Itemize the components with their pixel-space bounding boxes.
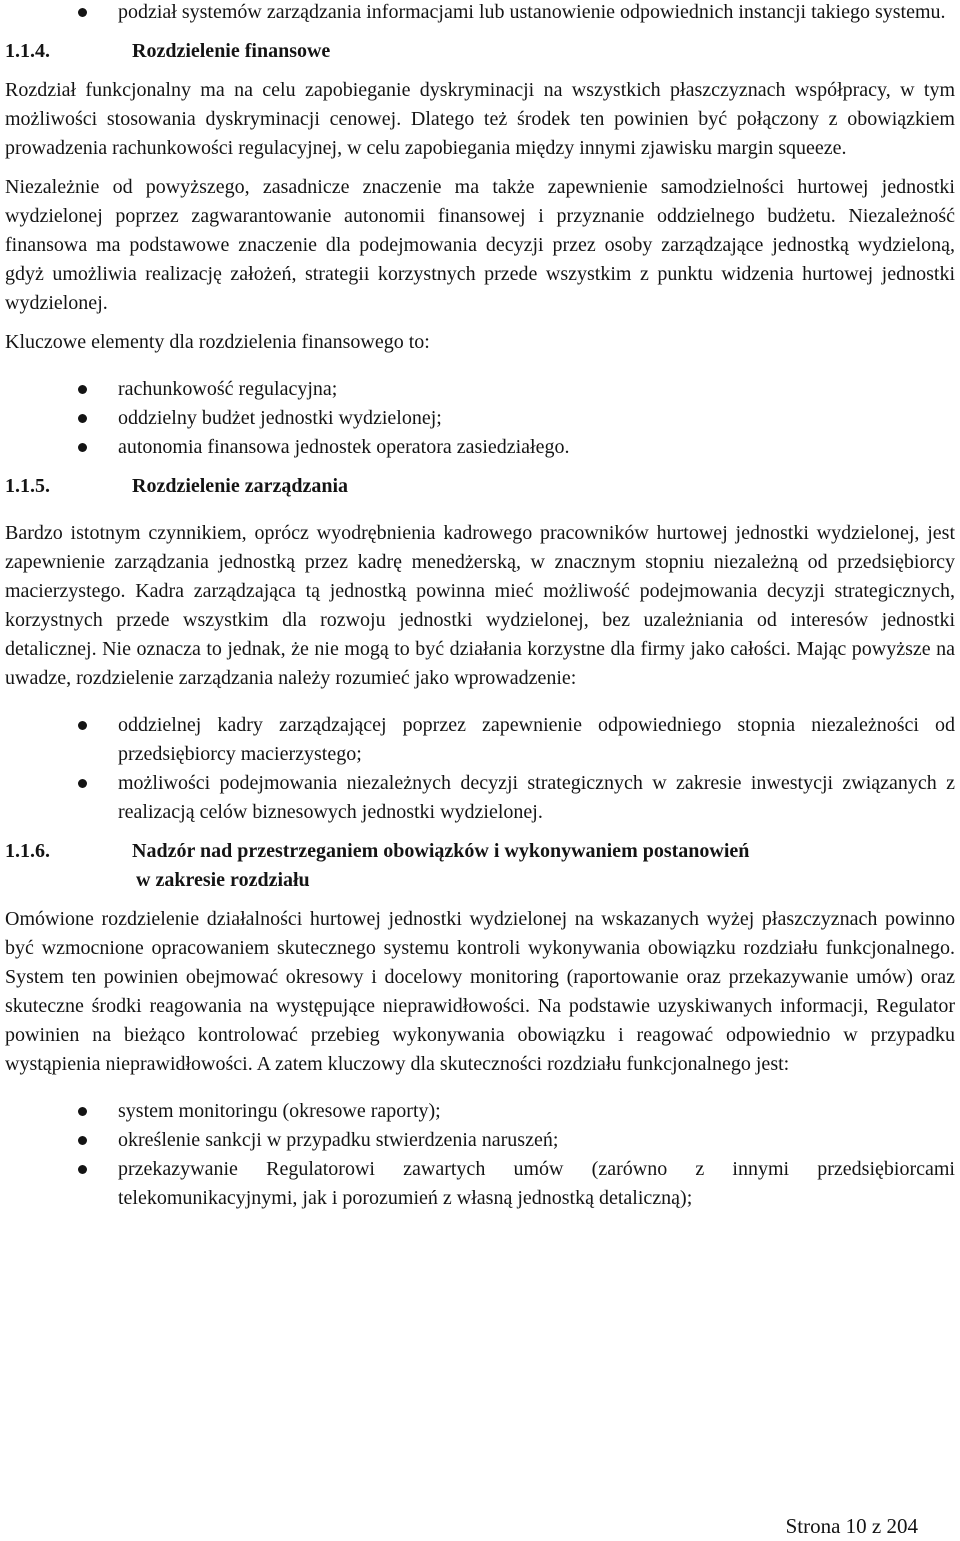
list-item: system monitoringu (okresowe raporty);: [5, 1097, 955, 1126]
list-item: określenie sankcji w przypadku stwierdzenia naruszeń;: [5, 1126, 955, 1155]
list-item: możliwości podejmowania niezależnych decyzji strategicznych w zakresie inwestycji związanych z realizacją celów biznesowych jednostki wydzielonej.: [5, 769, 955, 827]
section-title: Nadzór nad przestrzeganiem obowiązków i wykonywaniem postanowień: [132, 840, 750, 862]
paragraph: Niezależnie od powyższego, zasadnicze znaczenie ma także zapewnienie samodzielności hurtowej jednostki wydzielonej poprzez zagwarantowanie autonomii finansowej i przyznanie oddzielnego budżetu. Niezależność finansowa ma podstawowe znaczenie dla podejmowania decyzji przez osoby zarządzające jednostką wydzieloną, gdyż umożliwia realizację założeń, strategii korzystnych przede wszystkim z punktu widzenia hurtowej jednostki wydzielonej.: [5, 176, 955, 314]
bullet-list: [5, 1097, 955, 1213]
list-item: oddzielnej kadry zarządzającej poprzez zapewnienie odpowiedniego stopnia niezależności od przedsiębiorcy macierzystego;: [5, 711, 955, 769]
bullet-icon: [78, 1136, 87, 1145]
bullet-icon: [78, 414, 87, 423]
bullet-icon: [78, 443, 87, 452]
section-heading-1-1-4: [5, 37, 955, 66]
section-number: 1.1.5.: [5, 475, 50, 497]
bullet-icon: [78, 721, 87, 730]
paragraph: Kluczowe elementy dla rozdzielenia finansowego to:: [5, 331, 430, 353]
list-item: podział systemów zarządzania informacjami lub ustanowienie odpowiednich instancji takiego systemu.: [5, 0, 955, 27]
list-item: oddzielny budżet jednostki wydzielonej;: [5, 404, 955, 433]
paragraph: Rozdział funkcjonalny ma na celu zapobieganie dyskryminacji na wszystkich płaszczyznach współpracy, w tym możliwości stosowania dyskryminacji cenowej. Dlatego też środek ten powinien być połączony z obowiązkiem prowadzenia rachunkowości regulacyjnej, w celu zapobiegania między innymi zjawisku margin squeeze.: [5, 79, 955, 159]
section-heading-1-1-6: [5, 837, 955, 895]
bullet-icon: [78, 385, 87, 394]
top-bullet-list: [5, 0, 955, 27]
section-heading-1-1-5: [5, 472, 955, 501]
list-item: autonomia finansowa jednostek operatora zasiedziałego.: [5, 433, 955, 462]
page-number-footer: Strona 10 z 204: [785, 1514, 918, 1538]
section-number: 1.1.4.: [5, 40, 50, 62]
bullet-icon: [78, 8, 87, 17]
paragraph: Omówione rozdzielenie działalności hurtowej jednostki wydzielonej na wskazanych wyżej płaszczyznach powinno być wzmocnione opracowaniem skutecznego systemu kontroli wykonywania obowiązku rozdziału funkcjonalnego. System ten powinien obejmować okresowy i docelowy monitoring (raportowanie oraz przekazywanie umów) oraz skuteczne środki reagowania na występujące nieprawidłowości. Na podstawie uzyskiwanych informacji, Regulator powinien na bieżąco kontrolować przebieg wykonywania obowiązku i reagować odpowiednio w przypadku wystąpienia nieprawidłowości. A zatem kluczowy dla skuteczności rozdziału funkcjonalnego jest:: [5, 908, 955, 1075]
section-title-continued: w zakresie rozdziału: [136, 869, 310, 891]
list-item: przekazywanie Regulatorowi zawartych umów (zarówno z innymi przedsiębiorcami telekomunikacyjnymi, jak i porozumień z własną jednostką detaliczną);: [5, 1155, 955, 1213]
section-title: Rozdzielenie finansowe: [132, 40, 331, 62]
paragraph: Bardzo istotnym czynnikiem, oprócz wyodrębnienia kadrowego pracowników hurtowej jednostki wydzielonej, jest zapewnienie zarządzania jednostką przez kadrę menedżerską, w znacznym stopniu niezależną od przedsiębiorcy macierzystego. Kadra zarządzająca tą jednostką powinna mieć możliwość podejmowania decyzji strategicznych, korzystnych przede wszystkim dla rozwoju jednostki wydzielonej, bez uzależniania od interesów jednostki detalicznej. Nie oznacza to jednak, że nie mogą to być działania korzystne dla firmy jako całości. Mając powyższe na uwadze, rozdzielenie zarządzania należy rozumieć jako wprowadzenie:: [5, 522, 955, 689]
section-number: 1.1.6.: [5, 840, 50, 862]
bullet-list: [5, 375, 955, 462]
bullet-list: [5, 711, 955, 827]
list-item: rachunkowość regulacyjna;: [5, 375, 955, 404]
document-page: [5, 0, 955, 1213]
bullet-icon: [78, 1107, 87, 1116]
section-title: Rozdzielenie zarządzania: [132, 475, 349, 497]
bullet-icon: [78, 779, 87, 788]
bullet-icon: [78, 1165, 87, 1174]
